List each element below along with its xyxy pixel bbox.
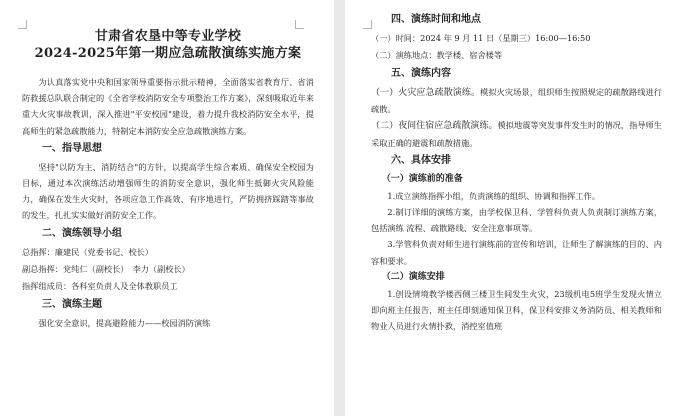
place-line: （二）演练地点：教学楼、宿舍楼等 (371, 50, 503, 60)
leader-line: 总指挥：廉建民（党委书记、校长） (22, 246, 154, 257)
theme-paragraph: 强化安全意识，提高避险能力——校园消防演练 (38, 317, 211, 328)
doc-title-plan: 2024-2025年第一期应急疏散演练实施方案 (34, 46, 302, 61)
content-item-fire (371, 84, 662, 117)
content-item-fire-title: （一）火灾应急疏散演练。 (371, 88, 481, 98)
section-heading-content: 五、演练内容 (391, 68, 451, 79)
content-item-night-title: （二）夜间住宿应急疏散演练。 (371, 121, 498, 132)
page-right-content (371, 10, 662, 334)
section-heading-arrangement: 六、具体安排 (391, 154, 451, 166)
deputy-line: 副总指挥：党纯仁（副校长） 李力（副校长） (22, 263, 190, 274)
document-page-right (345, 0, 680, 416)
subheading-preparation: （一）演练前的准备 (381, 173, 463, 184)
members-line: 指挥组成员：各科室负责人及全体教职员工 (22, 280, 178, 291)
page-left-content (22, 28, 314, 331)
intro-paragraph: 为认真落实党中央和国家领导重要指示批示精神，全面落实省教育厅、省消防救援总队联合制定的《全省学校消防安全专项整治工作方案》，深刻吸取近年来重大火灾事故教训，深入推进"平安校园"建设，着力提升我校消防安全水平，提高师生的紧急疏散能力，特制定本消防安全应急疏散演练方案。 (22, 77, 314, 136)
section-heading-theme: 三、演练主题 (42, 298, 102, 310)
prep-item-2: 2.制订详细的演练方案，由学校保卫科、学管科负责人负责制订演练方案，包括演练 流程、疏散路线、安全注意事项等。 (371, 207, 662, 234)
arrangement-item-1: 1.创设情境教学楼西侧三楼卫生间发生火灾，23级机电5班学生发现火情立即向班主任报告，班主任即刻通知保卫科，保卫科安排义务消防员、相关教师和物业人员进行火情扑救，消控室值班 (371, 288, 662, 332)
content-item-night (371, 117, 662, 150)
guiding-paragraph: 坚持"以防为主、消防结合"的方针，以提高学生综合素质、确保安全校园为目标，通过本次演练活动增强师生的消防安全意识，强化师生抵御火灾风险能力，确保在发生火灾时，各项应急工作高效、有序地进行，严防拥挤踩踏等事故的发生，扎扎实实做好消防安全工作。 (22, 161, 314, 221)
document-page-left (0, 0, 334, 416)
prep-item-1: 1.成立演练指挥小组，负责演练的组织、协调和指挥工作。 (387, 190, 600, 201)
doc-title-school: 甘肃省农垦中等专业学校 (94, 29, 242, 44)
prep-item-3: 3.学管科负责对师生进行演练前的宣传和培训，让师生了解演练的目的、内容和要求。 (371, 239, 662, 266)
section-heading-leadership: 二、演练领导小组 (42, 227, 122, 239)
section-heading-guiding: 一、指导思想 (42, 142, 102, 154)
time-line: （一）时间：2024 年 9 月 11 日（星期三）16:00—16:50 (371, 33, 591, 43)
content-item-night-body: 模拟地震等突发事件发生时的情况，指导师生采取正确的避震和疏散措施。 (371, 120, 662, 148)
subheading-arrangement: （二）演练安排 (381, 271, 445, 282)
section-heading-time-place: 四、演练时间和地点 (391, 14, 481, 25)
content-item-fire-body: 模拟火灾场景，组织师生按照规定的疏散路线进行疏散。 (371, 87, 662, 115)
